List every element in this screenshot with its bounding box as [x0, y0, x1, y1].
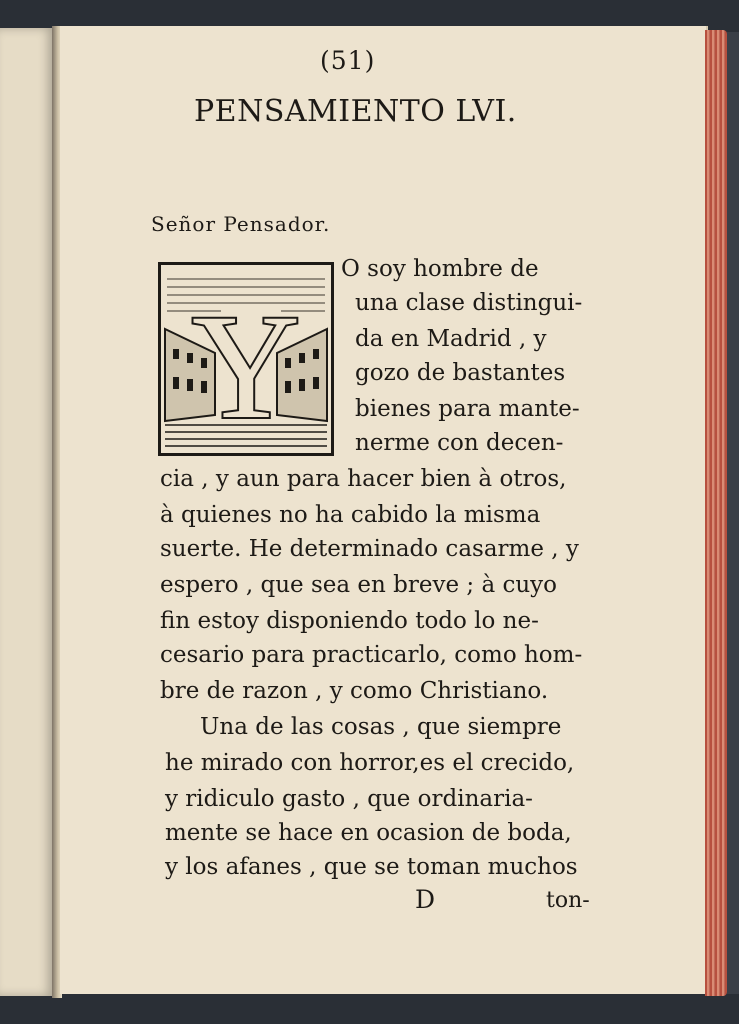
drop-cap-illustration	[161, 265, 331, 453]
drop-cap-ornament	[158, 262, 334, 456]
body-line: suerte. He determinado casarme , y	[160, 536, 579, 562]
body-line: O soy hombre de	[341, 256, 539, 282]
background-edge	[727, 32, 739, 994]
body-line: Una de las cosas , que siempre	[200, 714, 562, 740]
body-line: mente se hace en ocasion de boda,	[165, 820, 572, 846]
body-line: y ridiculo gasto , que ordinaria-	[165, 786, 533, 812]
body-line: da en Madrid , y	[355, 326, 547, 352]
body-line: à quienes no ha cabido la misma	[160, 502, 541, 528]
body-line: cesario para practicarlo, como hom-	[160, 642, 583, 668]
page-title: PENSAMIENTO LVI.	[194, 94, 517, 129]
body-line: y los afanes , que se toman muchos	[165, 854, 578, 880]
body-line: una clase distingui-	[355, 290, 583, 316]
signature-mark: D	[415, 885, 436, 914]
body-line: espero , que sea en breve ; à cuyo	[160, 572, 558, 598]
body-line: gozo de bastantes	[355, 360, 566, 386]
body-line: fin estoy disponiendo todo lo ne-	[160, 608, 539, 634]
body-line: he mirado con horror,es el crecido,	[165, 750, 575, 776]
body-line: bienes para mante-	[355, 396, 580, 422]
catchword: ton-	[546, 888, 590, 913]
salutation: Señor Pensador.	[151, 212, 331, 236]
left-page-edge	[0, 28, 54, 996]
page-number: (51)	[320, 46, 376, 75]
body-line: bre de razon , y como Christiano.	[160, 678, 549, 704]
body-line: nerme con decen-	[355, 430, 564, 456]
drop-cap-letter: Y	[191, 284, 301, 450]
page-block-edge	[705, 30, 727, 996]
body-line: cia , y aun para hacer bien à otros,	[160, 466, 567, 492]
